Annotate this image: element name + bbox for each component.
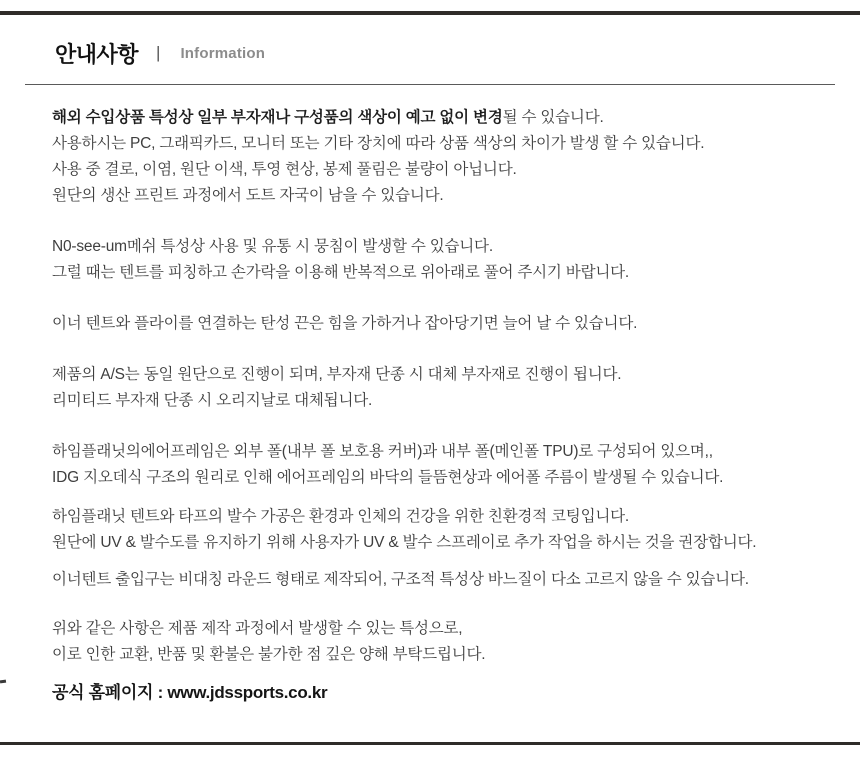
section-header [55,38,265,69]
notice-line: 하임플래닛 텐트와 타프의 발수 가공은 환경과 인체의 건강을 위한 친환경적 코팅입니다. [52,508,630,525]
notice-line: 원단의 생산 프린트 과정에서 도트 자국이 남을 수 있습니다. [52,187,444,204]
section-title-english: Information [180,45,266,62]
notice-paragraph-elastic-cord [52,311,842,337]
notice-line: N0-see-um메쉬 특성상 사용 및 유통 시 뭉침이 발생할 수 있습니다. [52,238,493,255]
notice-paragraph-color-change [52,105,842,209]
notice-line: 사용하시는 PC, 그래픽카드, 모니터 또는 기타 장치에 따라 상품 색상의 차이가 발생 할 수 있습니다. [52,135,705,152]
notice-line: 이너 텐트와 플라이를 연결하는 탄성 끈은 힘을 가하거나 잡아당기면 늘어 날 수 있습니다. [52,315,638,332]
notice-line: 하임플래닛의에어프레임은 외부 폴(내부 폴 보호용 커버)과 내부 폴(메인폴 TPU)로 구성되어 있으며,, [52,443,713,460]
notice-paragraph-no-refund [52,616,842,668]
header-underline-rule [25,84,835,85]
bottom-divider-rule [0,742,860,745]
notice-line: 사용 중 결로, 이염, 원단 이색, 투영 현상, 봉제 풀림은 불량이 아닙니다. [52,161,517,178]
notice-line-bold-segment: 해외 수입상품 특성상 일부 부자재나 구성품의 색상이 예고 없이 변경 [52,109,503,126]
notice-line-normal-segment: 될 수 있습니다. [502,109,604,126]
section-title-korean: 안내사항 [55,42,139,67]
notice-paragraph-coating [52,504,842,556]
notice-line: IDG 지오데식 구조의 원리로 인해 에어프레임의 바닥의 들뜸현상과 에어폴 주름이 발생될 수 있습니다. [52,469,724,486]
notice-paragraph-as-policy [52,362,842,414]
notice-line: 위와 같은 사항은 제품 제작 과정에서 발생할 수 있는 특성으로, [52,620,463,637]
left-edge-print-artifact [0,680,6,684]
notice-body [52,105,842,706]
notice-line [52,105,842,131]
notice-line: 제품의 A/S는 동일 원단으로 진행이 되며, 부자재 단종 시 대체 부자재로 진행이 됩니다. [52,366,622,383]
notice-line: 원단에 UV & 발수도를 유지하기 위해 사용자가 UV & 발수 스프레이로 추가 작업을 하시는 것을 권장합니다. [52,534,757,551]
official-homepage-text: 공식 홈페이지 : www.jdssports.co.kr [52,683,328,702]
notice-line: 그럴 때는 텐트를 피칭하고 손가락을 이용해 반복적으로 위아래로 풀어 주시기 바랍니다. [52,264,630,281]
title-divider-bar: | [156,42,161,62]
top-divider-rule [0,11,860,15]
notice-line: 이로 인한 교환, 반품 및 환불은 불가한 점 깊은 양해 부탁드립니다. [52,646,486,663]
notice-paragraph-mesh [52,234,842,286]
notice-line: 리미티드 부자재 단종 시 오리지날로 대체됩니다. [52,392,373,409]
notice-line: 이너텐트 출입구는 비대칭 라운드 형태로 제작되어, 구조적 특성상 바느질이 다소 고르지 않을 수 있습니다. [52,571,749,588]
notice-paragraph-airframe [52,439,842,491]
notice-paragraph-inner-tent-door [52,567,842,593]
